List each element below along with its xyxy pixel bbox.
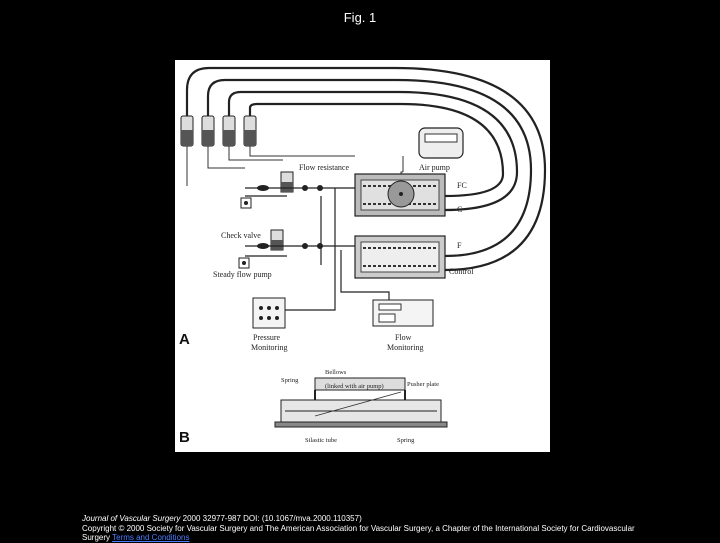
label-f: F: [457, 241, 462, 250]
journal-name: Journal of Vascular Surgery: [82, 514, 181, 523]
terms-link[interactable]: Terms and Conditions: [112, 533, 190, 542]
air-pump: [419, 128, 463, 158]
flow-resistance-label: Flow resistance: [299, 163, 349, 172]
chamber-fc-c: [355, 174, 445, 216]
flow-resistance-reservoir-1: [281, 172, 293, 192]
check-valve-icon: [241, 198, 251, 208]
panel-label-a: A: [179, 331, 190, 348]
figure-title: Fig. 1: [343, 10, 377, 25]
flow-label-1: Flow: [395, 333, 412, 342]
flow-label-2: Monitoring: [387, 343, 424, 352]
pusher-plate-label: Pusher plate: [407, 381, 439, 388]
flow-monitor: [373, 300, 433, 326]
citation: 2000 32977-987 DOI: (10.1067/mva.2000.110357): [180, 514, 362, 523]
reservoir-bottles: [181, 116, 256, 146]
bellows-label: Bellows: [325, 369, 347, 376]
label-control: Control: [449, 267, 474, 276]
valves: [257, 185, 323, 249]
flow-resistance-reservoir-2: [271, 230, 283, 250]
spring-label: Spring: [281, 377, 299, 384]
apparatus-diagram: [175, 60, 550, 452]
pressure-monitor: [253, 298, 285, 328]
figure-caption: [82, 514, 642, 543]
label-c: C: [457, 205, 463, 214]
pressure-label-2: Monitoring: [251, 343, 288, 352]
steady-flow-pump-label: Steady flow pump: [213, 270, 272, 279]
linked-label: (linked with air pump): [325, 383, 384, 390]
check-valve-label: Check valve: [221, 231, 261, 240]
check-valve-icon-2: [239, 258, 249, 268]
copyright-text: Copyright © 2000 Society for Vascular Surgery and The American Association for Vascular Surgery, a Chapter of the International Society for Cardiovascular Surgery: [82, 523, 635, 542]
pressure-label-1: Pressure: [253, 333, 281, 342]
panel-label-b: B: [179, 429, 190, 446]
figure-panel: [175, 60, 550, 452]
air-pump-label: Air pump: [419, 163, 450, 172]
spring-bottom-label: Spring: [397, 437, 415, 444]
chamber-f-control: [355, 236, 445, 278]
label-fc: FC: [457, 181, 467, 190]
silastic-tube-label: Silastic tube: [305, 437, 337, 444]
